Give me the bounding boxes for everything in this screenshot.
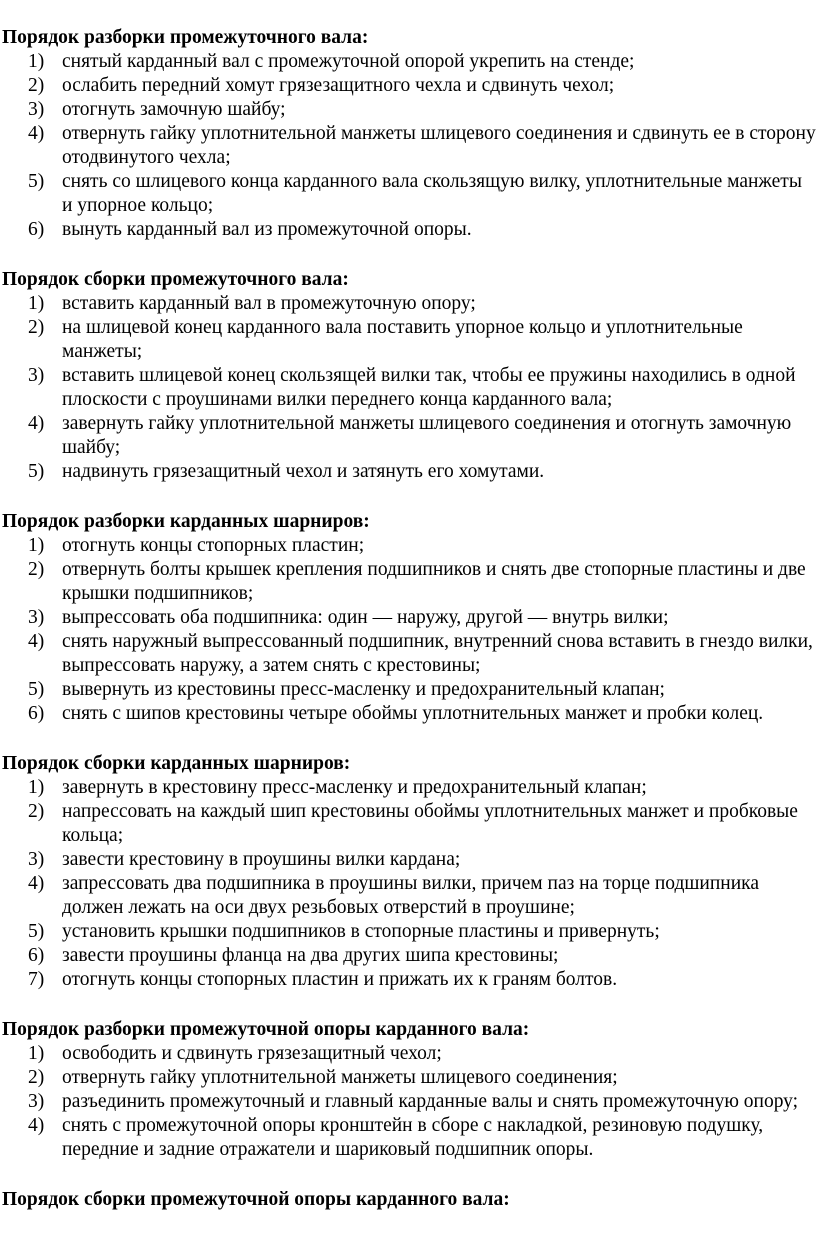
list-item (0, 292, 816, 316)
list-item (0, 316, 816, 364)
item-number: 5) (28, 679, 45, 700)
item-number: 1) (28, 535, 45, 556)
procedure-section (0, 1188, 816, 1212)
procedure-section (0, 268, 816, 484)
item-text: выпрессовать оба подшипника: один — наружу, другой — внутрь вилки; (62, 607, 669, 628)
item-number: 1) (28, 1043, 45, 1064)
item-text: освободить и сдвинуть грязезащитный чехол; (62, 1043, 442, 1064)
list-item (0, 534, 816, 558)
section-heading: Порядок сборки промежуточного вала: (2, 269, 349, 290)
item-number: 7) (28, 969, 45, 990)
step-list (0, 50, 816, 242)
item-number: 4) (28, 1115, 45, 1136)
item-number: 3) (28, 99, 45, 120)
procedure-section (0, 752, 816, 992)
list-item (0, 74, 816, 98)
list-item (0, 800, 816, 848)
section-heading: Порядок разборки промежуточного вала: (2, 27, 369, 48)
item-text: вынуть карданный вал из промежуточной опоры. (62, 219, 472, 240)
item-text: отвернуть болты крышек крепления подшипников и снять две стопорные пластины и две крышки подшипников; (62, 559, 806, 604)
list-item (0, 460, 816, 484)
item-number: 4) (28, 413, 45, 434)
item-text: напрессовать на каждый шип крестовины обоймы уплотнительных манжет и пробковые кольца; (62, 801, 798, 846)
list-item (0, 558, 816, 606)
item-text: разъединить промежуточный и главный карданные валы и снять промежуточную опору; (62, 1091, 799, 1112)
item-number: 2) (28, 317, 45, 338)
item-number: 3) (28, 365, 45, 386)
item-number: 6) (28, 703, 45, 724)
list-item (0, 1114, 816, 1162)
item-text: вывернуть из крестовины пресс-масленку и предохранительный клапан; (62, 679, 665, 700)
list-item (0, 678, 816, 702)
list-item (0, 920, 816, 944)
list-item (0, 606, 816, 630)
list-item (0, 776, 816, 800)
item-number: 2) (28, 75, 45, 96)
step-list (0, 534, 816, 726)
list-item (0, 50, 816, 74)
list-item (0, 702, 816, 726)
item-number: 2) (28, 1067, 45, 1088)
item-text: отогнуть замочную шайбу; (62, 99, 286, 120)
list-item (0, 412, 816, 460)
list-item (0, 848, 816, 872)
item-number: 6) (28, 219, 45, 240)
item-text: снять с шипов крестовины четыре обоймы уплотнительных манжет и пробки колец. (62, 703, 764, 724)
item-number: 3) (28, 607, 45, 628)
section-heading: Порядок разборки промежуточной опоры карданного вала: (2, 1019, 530, 1040)
item-text: вставить шлицевой конец скользящей вилки так, чтобы ее пружины находились в одной плоскости с проушинами вилки переднего конца карданного вала; (62, 365, 796, 410)
item-text: отвернуть гайку уплотнительной манжеты шлицевого соединения и сдвинуть ее в сторону отодвинутого чехла; (62, 123, 816, 168)
item-text: снять с промежуточной опоры кронштейн в сборе с накладкой, резиновую подушку, передние и задние отражатели и шариковый подшипник опоры. (62, 1115, 764, 1160)
procedure-section (0, 510, 816, 726)
item-number: 3) (28, 1091, 45, 1112)
section-heading: Порядок разборки карданных шарниров: (2, 511, 370, 532)
item-text: вставить карданный вал в промежуточную опору; (62, 293, 476, 314)
list-item (0, 944, 816, 968)
item-number: 1) (28, 777, 45, 798)
item-number: 2) (28, 801, 45, 822)
item-text: завернуть гайку уплотнительной манжеты шлицевого соединения и отогнуть замочную шайбу; (62, 413, 792, 458)
step-list (0, 776, 816, 992)
item-text: отвернуть гайку уплотнительной манжеты шлицевого соединения; (62, 1067, 618, 1088)
item-text: ослабить передний хомут грязезащитного чехла и сдвинуть чехол; (62, 75, 615, 96)
item-number: 2) (28, 559, 45, 580)
item-text: отогнуть концы стопорных пластин и прижать их к граням болтов. (62, 969, 618, 990)
document-page (0, 26, 816, 1238)
item-text: запрессовать два подшипника в проушины вилки, причем паз на торце подшипника должен лежать на оси двух резьбовых отверстий в проушине; (62, 873, 760, 918)
item-number: 4) (28, 631, 45, 652)
list-item (0, 122, 816, 170)
item-text: отогнуть концы стопорных пластин; (62, 535, 365, 556)
item-number: 5) (28, 921, 45, 942)
list-item (0, 968, 816, 992)
item-number: 1) (28, 51, 45, 72)
item-text: снять наружный выпрессованный подшипник, внутренний снова вставить в гнездо вилки, выпрессовать наружу, а затем снять с крестовины; (62, 631, 813, 676)
item-number: 5) (28, 171, 45, 192)
list-item (0, 630, 816, 678)
item-text: надвинуть грязезащитный чехол и затянуть его хомутами. (62, 461, 545, 482)
section-heading: Порядок сборки карданных шарниров: (2, 753, 351, 774)
procedure-section (0, 1018, 816, 1162)
item-number: 1) (28, 293, 45, 314)
list-item (0, 1066, 816, 1090)
item-number: 4) (28, 873, 45, 894)
procedure-section (0, 26, 816, 242)
list-item (0, 364, 816, 412)
item-number: 4) (28, 123, 45, 144)
item-text: снятый карданный вал с промежуточной опорой укрепить на стенде; (62, 51, 635, 72)
step-list (0, 292, 816, 484)
item-text: снять со шлицевого конца карданного вала скользящую вилку, уплотнительные манжеты и упорное кольцо; (62, 171, 802, 216)
list-item (0, 218, 816, 242)
list-item (0, 872, 816, 920)
list-item (0, 98, 816, 122)
item-text: завести проушины фланца на два других шипа крестовины; (62, 945, 559, 966)
item-number: 3) (28, 849, 45, 870)
item-text: завернуть в крестовину пресс-масленку и предохранительный клапан; (62, 777, 647, 798)
item-text: на шлицевой конец карданного вала поставить упорное кольцо и уплотнительные манжеты; (62, 317, 743, 362)
item-number: 5) (28, 461, 45, 482)
section-heading: Порядок сборки промежуточной опоры карданного вала: (2, 1189, 510, 1210)
list-item (0, 1090, 816, 1114)
list-item (0, 170, 816, 218)
step-list (0, 1042, 816, 1162)
item-number: 6) (28, 945, 45, 966)
list-item (0, 1042, 816, 1066)
item-text: установить крышки подшипников в стопорные пластины и привернуть; (62, 921, 660, 942)
item-text: завести крестовину в проушины вилки кардана; (62, 849, 461, 870)
